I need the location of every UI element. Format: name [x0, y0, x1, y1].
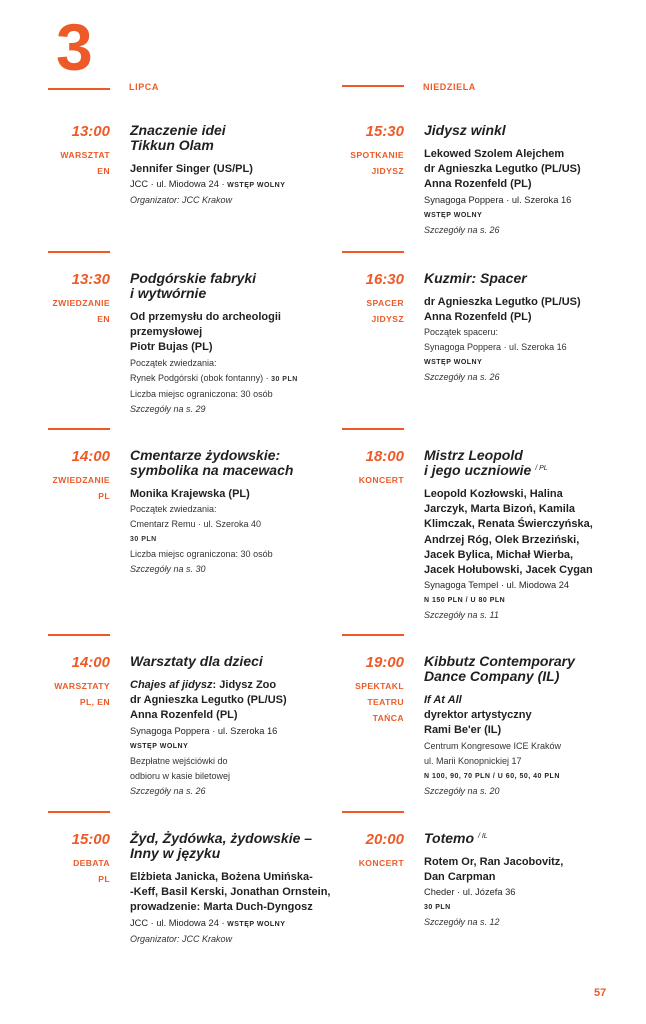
- event-location: Synagoga Poppera · ul. Szeroka 16: [424, 194, 572, 205]
- event-time: 13:30: [71, 271, 110, 288]
- event-info: Początek zwiedzania: Cmentarz Remu · ul. Szeroka 40 30 PLN Liczba miejsc ograniczona: 30 osób: [130, 504, 273, 560]
- event-note: Organizator: JCC Krakow: [130, 195, 233, 206]
- event-title: Mistrz Leopold i jego uczniowie $^{/ PL}$: [424, 447, 548, 478]
- event-price: N 100, 90, 70 PLN / U 60, 50, 40 PLN: [424, 772, 560, 780]
- event-note: Szczegóły na s. 29: [130, 403, 206, 414]
- event-title: Warsztaty dla dzieci: [130, 653, 263, 669]
- page-number: 57: [594, 987, 607, 999]
- event-rule: [48, 811, 110, 813]
- event-people: Jennifer Singer (US/PL): [130, 163, 253, 175]
- event-title: Żyd, Żydówka, żydowskie – Inny w języku: [130, 830, 313, 861]
- event-category: SPACER JIDYSZ: [366, 298, 404, 324]
- event-price: WSTĘP WOLNY: [130, 742, 189, 750]
- event-time: 13:00: [71, 123, 110, 140]
- event-time: 20:00: [365, 831, 404, 848]
- event-people: Od przemysłu do archeologii przemysłowej Piotr Bujas (PL): [130, 311, 281, 354]
- event-price: WSTĘP WOLNY: [424, 211, 483, 219]
- event-price: N 150 PLN / U 80 PLN: [424, 597, 506, 605]
- event-rule: [342, 634, 404, 636]
- event-category: ZWIEDZANIE PL: [52, 475, 110, 501]
- header-rule-right: [342, 85, 404, 87]
- event-category: SPEKTAKL TEATRU TAŃCA: [355, 681, 404, 723]
- day-number: 3: [56, 10, 91, 84]
- event-people: Monika Krajewska (PL): [130, 488, 250, 500]
- event-time: 18:00: [365, 448, 404, 465]
- event-location: JCC · ul. Miodowa 24 · WSTĘP WOLNY: [130, 179, 286, 190]
- event-category: WARSZTATY PL, EN: [54, 681, 110, 707]
- event-location: JCC · ul. Miodowa 24 · WSTĘP WOLNY: [130, 917, 286, 928]
- weekday-label: NIEDZIELA: [423, 82, 476, 92]
- event-price: 30 PLN: [424, 904, 451, 912]
- event-people: If At All dyrektor artystyczny Rami Be'er (IL): [424, 694, 532, 737]
- event-rule: [48, 428, 110, 430]
- event-note: Szczegóły na s. 20: [424, 785, 500, 796]
- event-title: Podgórskie fabryki i wytwórnie: [130, 270, 257, 301]
- event-time: 14:00: [71, 654, 110, 671]
- event-title: Znaczenie idei Tikkun Olam: [130, 122, 226, 153]
- event-location: Synagoga Poppera · ul. Szeroka 16: [130, 725, 278, 736]
- event-info: Bezpłatne wejściówki do odbioru w kasie biletowej: [130, 755, 231, 781]
- event-info: Początek zwiedzania: Rynek Podgórski (obok fontanny) · 30 PLN Liczba miejsc ograniczona: 30 osób: [130, 357, 298, 399]
- header-rule-left: [48, 88, 110, 90]
- event-title: Kuzmir: Spacer: [424, 270, 527, 286]
- event-rule: [342, 428, 404, 430]
- event-people: Leopold Kozłowski, Halina Jarczyk, Marta Bizoń, Kamila Klimczak, Renata Świerczyńska, Andrzej Róg, Olek Brzeziński, Jacek Bylica, Michał Wierba, Jacek Hołubowski, Jacek Cygan: [424, 488, 593, 577]
- event-people: Chajes af jidysz: Jidysz Zoo dr Agnieszka Legutko (PL/US) Anna Rozenfeld (PL): [130, 679, 287, 722]
- event-location: Cheder · ul. Józefa 36: [424, 887, 516, 898]
- event-time: 15:00: [71, 831, 110, 848]
- event-title: Jidysz winkl: [424, 122, 506, 138]
- event-time: 14:00: [71, 448, 110, 465]
- event-location: Synagoga Tempel · ul. Miodowa 24: [424, 580, 570, 591]
- event-rule: [48, 634, 110, 636]
- event-note: Szczegóły na s. 30: [130, 564, 206, 575]
- event-note: Szczegóły na s. 12: [424, 917, 500, 928]
- event-category: DEBATA PL: [73, 858, 110, 884]
- event-note: Szczegóły na s. 26: [130, 785, 206, 796]
- event-price: WSTĘP WOLNY: [424, 359, 483, 367]
- event-time: 16:30: [365, 271, 404, 288]
- event-note: Organizator: JCC Krakow: [130, 933, 233, 944]
- event-people: Elżbieta Janicka, Bożena Umińska- -Keff, Basil Kerski, Jonathan Ornstein, prowadzenie: Marta Duch-Dyngosz: [130, 871, 331, 914]
- event-info: Początek spaceru: Synagoga Poppera · ul. Szeroka 16: [424, 327, 567, 353]
- event-category: WARSZTAT EN: [60, 150, 110, 176]
- event-category: KONCERT: [358, 858, 404, 868]
- event-people: Lekowed Szolem Alejchem dr Agnieszka Legutko (PL/US) Anna Rozenfeld (PL): [424, 148, 581, 191]
- event-rule: [48, 251, 110, 253]
- event-category: SPOTKANIE JIDYSZ: [350, 150, 404, 176]
- event-rule: [342, 811, 404, 813]
- month-label: LIPCA: [129, 82, 159, 92]
- event-note: Szczegóły na s. 11: [424, 610, 499, 621]
- event-time: 15:30: [365, 123, 404, 140]
- event-title: Kibbutz Contemporary Dance Company (IL): [424, 653, 575, 684]
- event-category: ZWIEDZANIE EN: [52, 298, 110, 324]
- event-time: 19:00: [365, 654, 404, 671]
- event-category: KONCERT: [358, 475, 404, 485]
- event-people: dr Agnieszka Legutko (PL/US) Anna Rozenfeld (PL): [424, 296, 581, 324]
- event-note: Szczegóły na s. 26: [424, 224, 500, 235]
- event-rule: [342, 251, 404, 253]
- event-title: Totemo $^{/ IL}$: [424, 830, 488, 846]
- event-title: Cmentarze żydowskie: symbolika na macewach: [130, 447, 294, 478]
- event-info: Centrum Kongresowe ICE Kraków ul. Marii Konopnickiej 17: [424, 740, 562, 766]
- event-people: Rotem Or, Ran Jacobovitz, Dan Carpman: [424, 856, 564, 884]
- event-note: Szczegóły na s. 26: [424, 372, 500, 383]
